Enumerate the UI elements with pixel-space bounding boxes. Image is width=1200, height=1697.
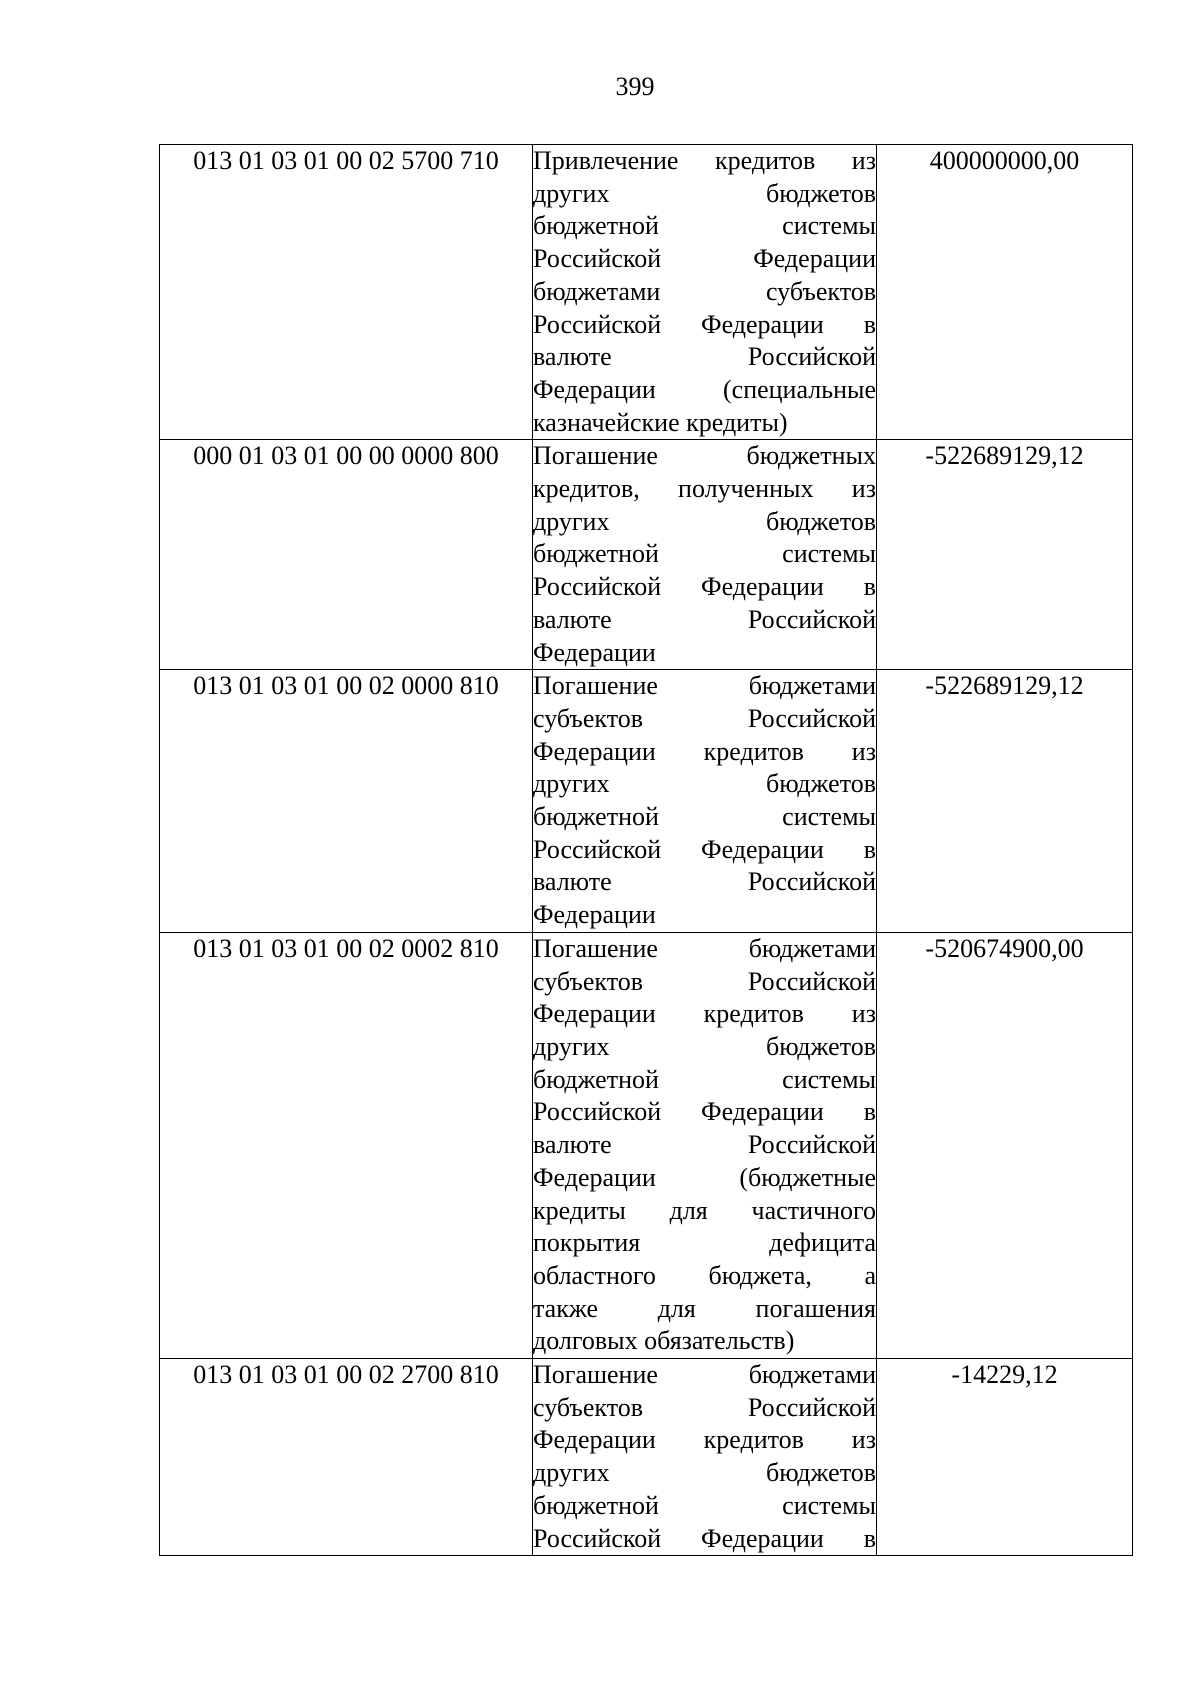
description-line: Российской Федерации в	[533, 1097, 876, 1127]
description-line: субъектов Российской	[533, 1392, 876, 1422]
description-line: других бюджетов	[533, 178, 876, 208]
amount-cell: -520674900,00	[877, 932, 1133, 1358]
description-cell	[533, 440, 877, 670]
description-line: других бюджетов	[533, 506, 876, 536]
table-row	[160, 932, 1133, 1358]
description-line: Российской Федерации в	[533, 1523, 876, 1553]
description-line: бюджетной системы	[533, 1064, 876, 1094]
budget-table	[159, 144, 1133, 1556]
description-line: Погашение бюджетами	[533, 933, 876, 963]
description-line: Федерации кредитов из	[533, 1425, 876, 1455]
amount-cell: -522689129,12	[877, 440, 1133, 670]
description-line: Российской Федерации	[533, 244, 876, 274]
description-line: кредиты для частичного	[533, 1195, 876, 1225]
description-line: бюджетами субъектов	[533, 276, 876, 306]
description-line: Российской Федерации в	[533, 309, 876, 339]
budget-code-cell: 013 01 03 01 00 02 0000 810	[160, 670, 533, 933]
description-line: Погашение бюджетных	[533, 441, 876, 471]
description-cell	[533, 145, 877, 440]
description-line: валюте Российской	[533, 342, 876, 372]
description-line: Федерации (бюджетные	[533, 1162, 876, 1192]
budget-code-cell: 013 01 03 01 00 02 0002 810	[160, 932, 533, 1358]
description-line: также для погашения	[533, 1293, 876, 1323]
description-line: валюте Российской	[533, 867, 876, 897]
amount-cell: -522689129,12	[877, 670, 1133, 933]
description-line: кредитов, полученных из	[533, 474, 876, 504]
description-line: других бюджетов	[533, 1458, 876, 1488]
table-row	[160, 1359, 1133, 1556]
description-line: валюте Российской	[533, 1130, 876, 1160]
description-line: субъектов Российской	[533, 703, 876, 733]
description-line: других бюджетов	[533, 769, 876, 799]
budget-code-cell: 013 01 03 01 00 02 2700 810	[160, 1359, 533, 1556]
description-line: Федерации кредитов из	[533, 999, 876, 1029]
description-line: Погашение бюджетами	[533, 671, 876, 701]
description-cell	[533, 932, 877, 1358]
description-line: бюджетной системы	[533, 539, 876, 569]
description-line: Федерации	[533, 900, 656, 930]
description-cell	[533, 670, 877, 933]
table-row	[160, 440, 1133, 670]
budget-code-cell: 013 01 03 01 00 02 5700 710	[160, 145, 533, 440]
description-line: Привлечение кредитов из	[533, 146, 876, 175]
description-line: долговых обязательств)	[533, 1326, 795, 1356]
description-line: бюджетной системы	[533, 1490, 876, 1520]
page-number: 399	[615, 72, 655, 101]
table-row	[160, 145, 1133, 440]
description-line: других бюджетов	[533, 1031, 876, 1061]
amount-cell: 400000000,00	[877, 145, 1133, 440]
amount-cell: -14229,12	[877, 1359, 1133, 1556]
description-line: Федерации	[533, 637, 656, 667]
description-line: казначейские кредиты)	[533, 407, 788, 437]
description-line: субъектов Российской	[533, 966, 876, 996]
description-line: валюте Российской	[533, 604, 876, 634]
description-line: Федерации кредитов из	[533, 736, 876, 766]
description-line: Российской Федерации в	[533, 834, 876, 864]
table-body	[160, 145, 1133, 1556]
description-line: покрытия дефицита	[533, 1228, 876, 1258]
description-line: областного бюджета, а	[533, 1260, 876, 1290]
description-line: Российской Федерации в	[533, 572, 876, 602]
budget-code-cell: 000 01 03 01 00 00 0000 800	[160, 440, 533, 670]
description-cell	[533, 1359, 877, 1556]
description-line: Федерации (специальные	[533, 374, 876, 404]
description-line: бюджетной системы	[533, 211, 876, 241]
table-row	[160, 670, 1133, 933]
description-line: бюджетной системы	[533, 802, 876, 832]
description-line: Погашение бюджетами	[533, 1360, 876, 1390]
